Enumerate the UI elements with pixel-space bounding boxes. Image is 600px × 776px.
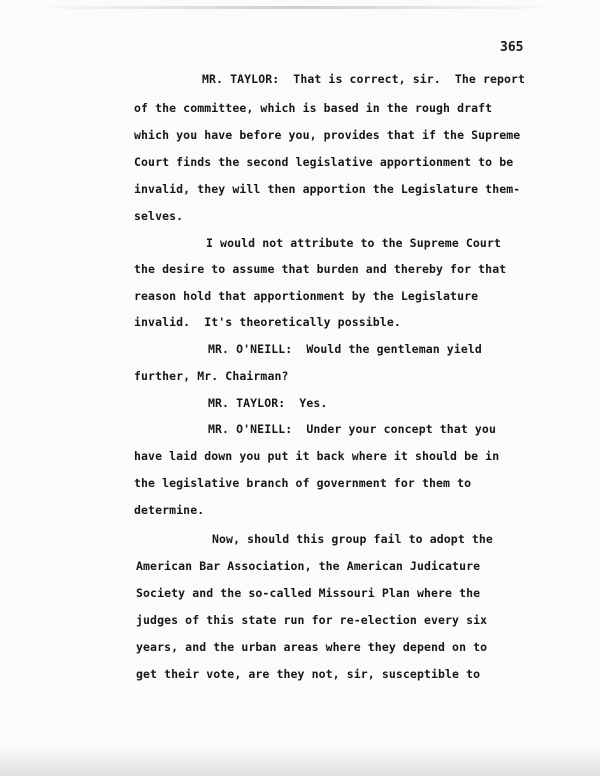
text-line: MR. TAYLOR: That is correct, sir. The report [202,72,526,86]
text-line: Now, should this group fail to adopt the [212,532,493,546]
text-line: American Bar Association, the American Judicature [136,559,481,573]
page-number: 365 [500,40,524,55]
text-line: selves. [134,209,184,223]
scan-top-edge [30,6,560,9]
text-line: years, and the urban areas where they depend on to [136,640,488,654]
text-line: MR. TAYLOR: Yes. [208,396,328,410]
text-line: MR. O'NEILL: Would the gentleman yield [208,342,482,356]
text-line: reason hold that apportionment by the Legislature [134,289,479,303]
scan-bottom-edge [0,748,600,776]
text-line: have laid down you put it back where it should be in [134,449,500,463]
text-line: further, Mr. Chairman? [134,369,289,383]
text-line: Society and the so-called Missouri Plan where the [136,586,481,600]
text-line: which you have before you, provides that if the Supreme [134,128,521,142]
text-line: get their vote, are they not, sir, susceptible to [136,667,481,681]
text-line: determine. [134,503,205,517]
text-line: MR. O'NEILL: Under your concept that you [208,422,496,436]
text-line: Court finds the second legislative apportionment to be [134,155,514,169]
text-line: of the committee, which is based in the rough draft [134,101,493,115]
text-line: the desire to assume that burden and thereby for that [134,262,507,276]
text-line: invalid, they will then apportion the Legislature them- [134,182,521,196]
text-line: invalid. It's theoretically possible. [134,315,401,329]
text-line: judges of this state run for re-election every six [136,613,488,627]
text-line: I would not attribute to the Supreme Court [206,236,501,250]
text-line: the legislative branch of government for them to [134,476,472,490]
